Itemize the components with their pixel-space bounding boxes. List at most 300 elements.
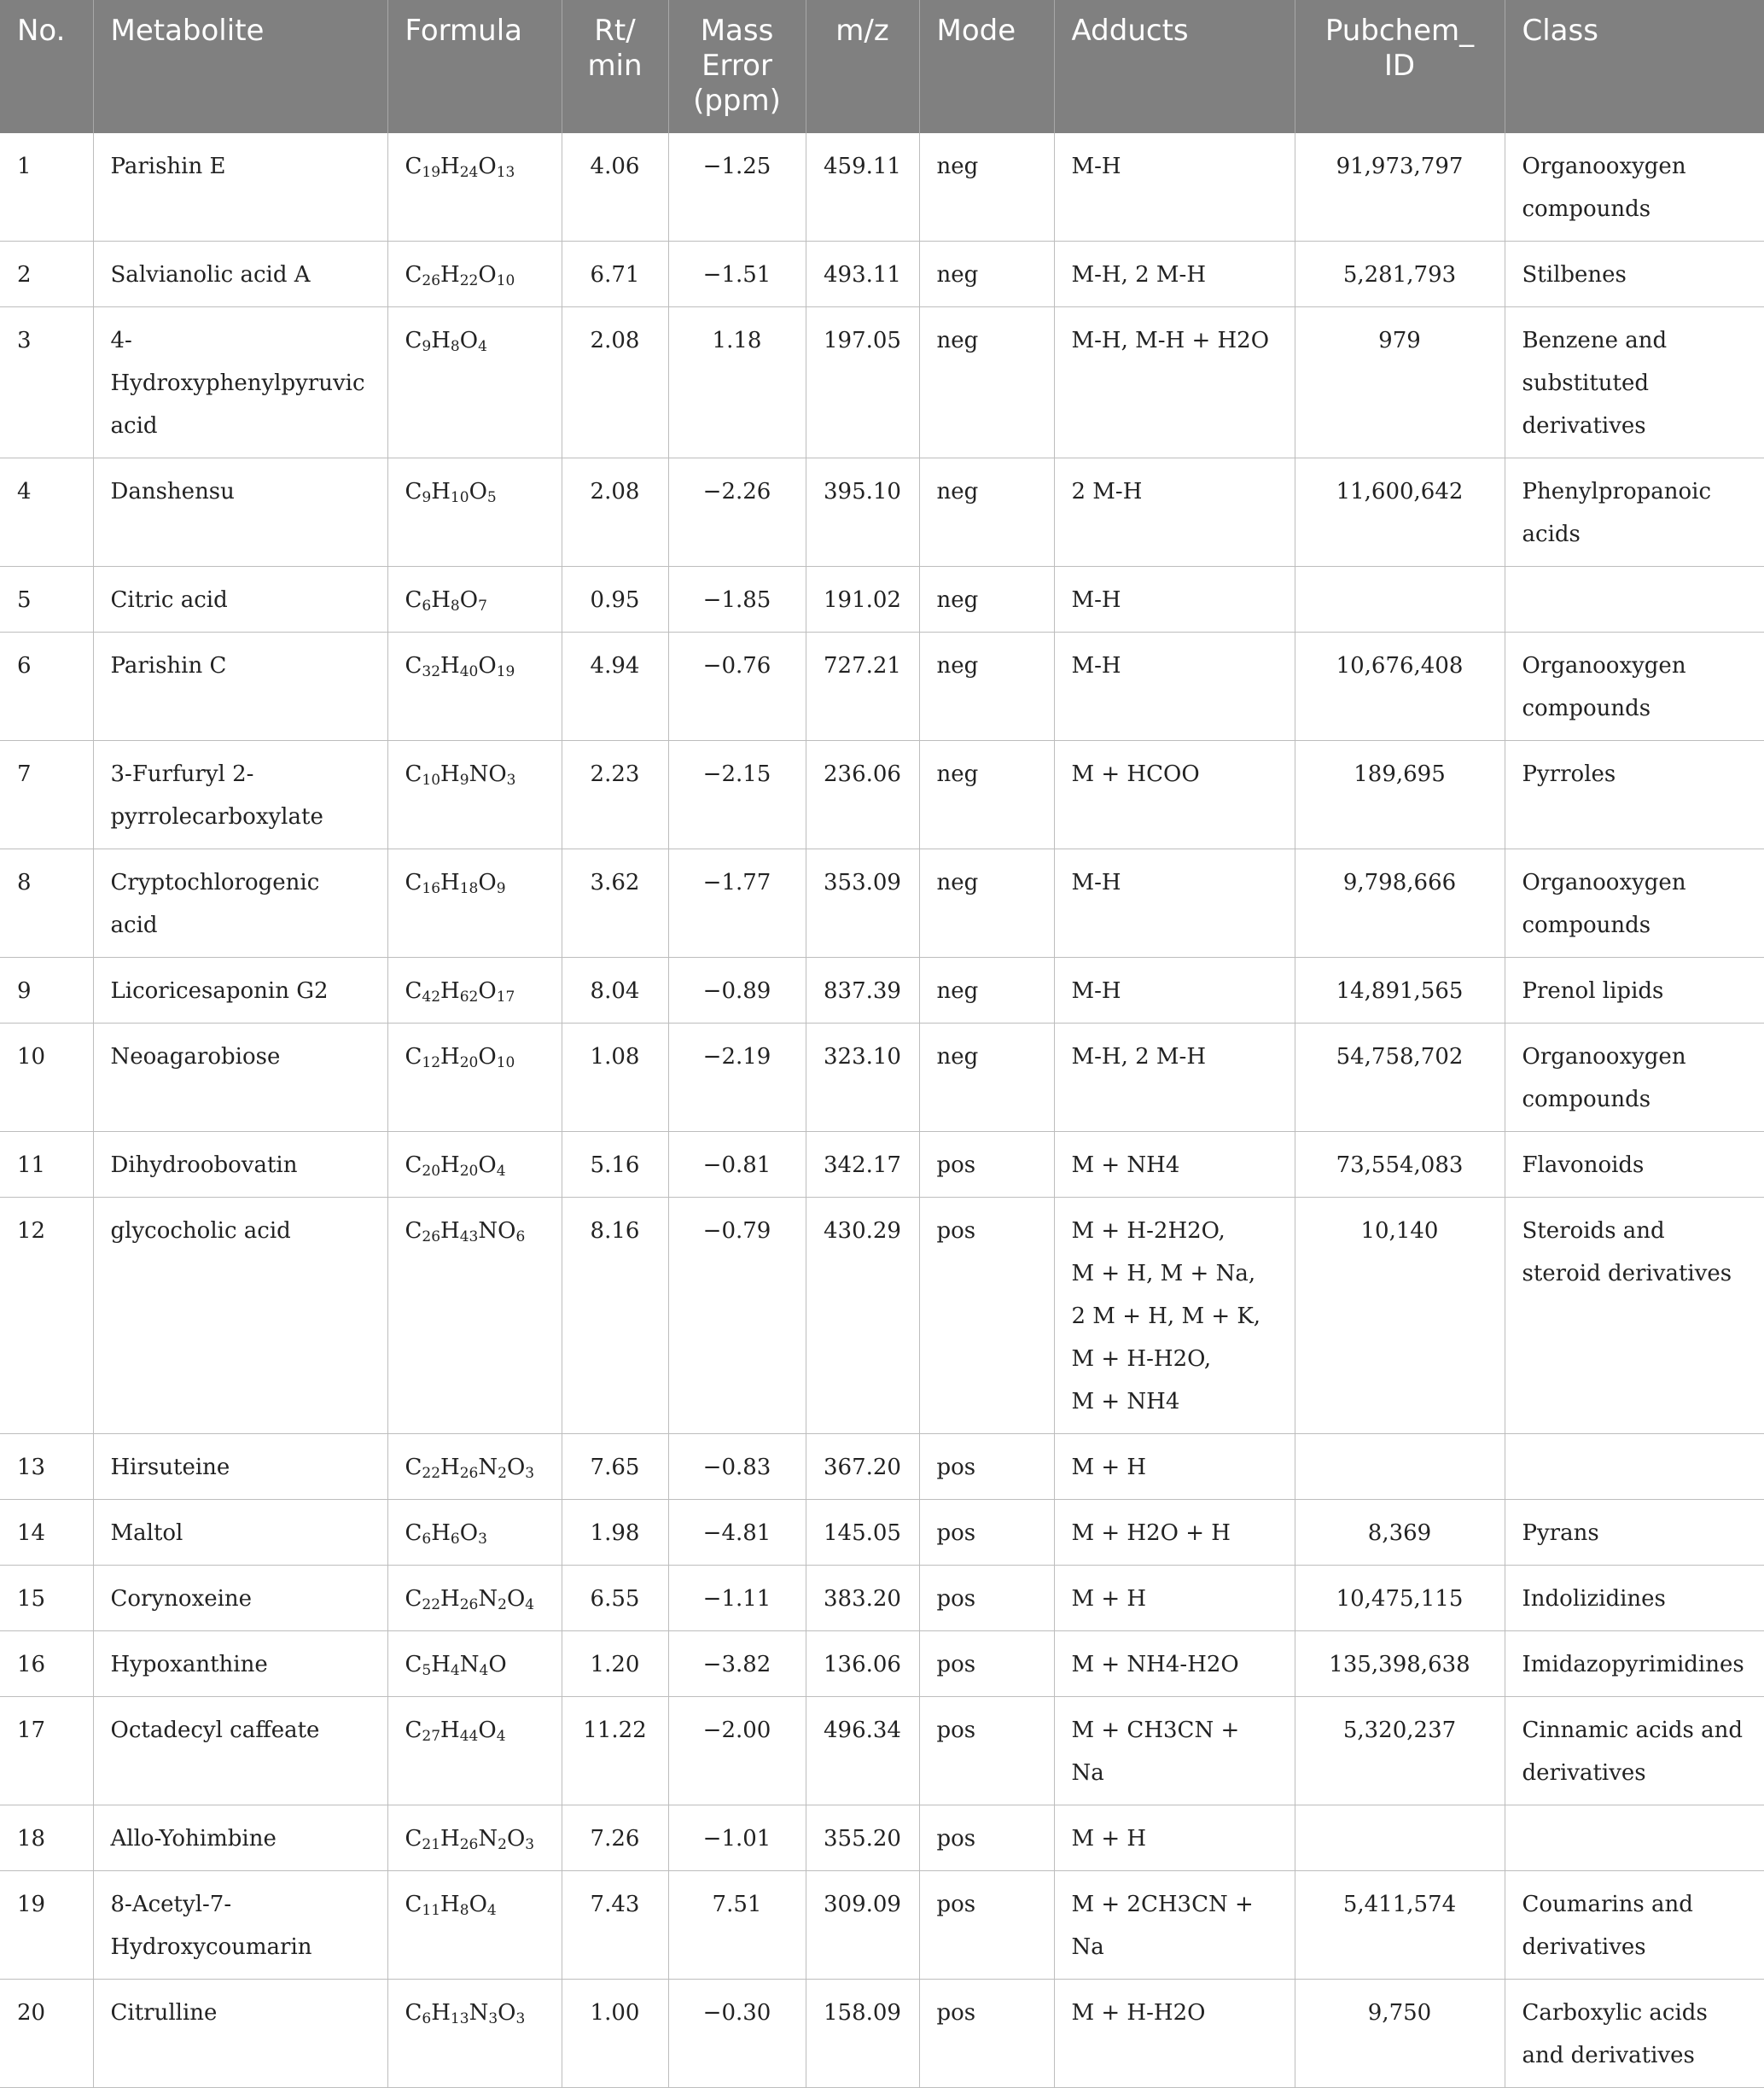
- adduct-line: M + NH4: [1071, 1389, 1180, 1414]
- header-mass-error: Mass Error (ppm): [668, 0, 806, 133]
- cell-pubchem-id: 9,798,666: [1295, 849, 1505, 958]
- formula-element: H: [440, 1455, 460, 1480]
- cell-mz: 342.17: [806, 1132, 919, 1198]
- formula-element: H: [440, 1218, 460, 1244]
- formula-element: O: [459, 328, 479, 353]
- formula-subscript: 9: [422, 489, 432, 506]
- formula-subscript: 10: [450, 489, 469, 506]
- cell-adducts: M-H, 2 M-H: [1054, 1024, 1295, 1132]
- table-row: [0, 849, 1764, 958]
- formula-element: O: [459, 1520, 479, 1546]
- formula-element: O: [478, 1152, 497, 1178]
- formula-element: C: [405, 587, 422, 613]
- cell-no: 12: [0, 1198, 93, 1434]
- cell-formula: [387, 1198, 562, 1434]
- formula-subscript: 62: [459, 989, 479, 1006]
- cell-metabolite: Corynoxeine: [93, 1566, 387, 1631]
- formula-subscript: 3: [478, 1531, 487, 1548]
- cell-class: Phenylpropanoic acids: [1505, 458, 1764, 567]
- cell-mode: neg: [919, 567, 1054, 633]
- table-row: [0, 1871, 1764, 1980]
- cell-no: 2: [0, 242, 93, 307]
- cell-metabolite: Hypoxanthine: [93, 1631, 387, 1697]
- table-row: [0, 307, 1764, 458]
- cell-formula: [387, 307, 562, 458]
- formula-element: O: [506, 1826, 526, 1852]
- header-pubchem-id: Pubchem_ ID: [1295, 0, 1505, 133]
- formula-subscript: 20: [459, 1054, 479, 1071]
- formula-subscript: 22: [459, 272, 479, 289]
- formula-element: H: [431, 1520, 451, 1546]
- formula-subscript: 6: [422, 1531, 432, 1548]
- formula-subscript: 20: [422, 1163, 441, 1180]
- formula-element: C: [405, 870, 422, 895]
- formula-element: NO: [469, 761, 507, 787]
- cell-pubchem-id: 8,369: [1295, 1500, 1505, 1566]
- formula-subscript: 13: [496, 164, 515, 181]
- cell-mode: pos: [919, 1434, 1054, 1500]
- cell-pubchem-id: 10,140: [1295, 1198, 1505, 1434]
- cell-metabolite: 8-Acetyl-7-Hydroxycoumarin: [93, 1871, 387, 1980]
- cell-mode: neg: [919, 242, 1054, 307]
- cell-rt: 1.00: [562, 1980, 668, 2088]
- cell-mass-error: −0.76: [668, 633, 806, 741]
- formula-element: C: [405, 1152, 422, 1178]
- formula-subscript: 3: [525, 1465, 535, 1482]
- formula-subscript: 43: [459, 1228, 479, 1245]
- cell-mz: 493.11: [806, 242, 919, 307]
- formula-element: H: [440, 653, 460, 679]
- cell-mass-error: −1.51: [668, 242, 806, 307]
- formula-subscript: 20: [459, 1163, 479, 1180]
- table-row: [0, 1697, 1764, 1805]
- adduct-line: 2 M + H, M + K,: [1071, 1304, 1261, 1329]
- cell-pubchem-id: [1295, 1805, 1505, 1871]
- cell-mode: pos: [919, 1631, 1054, 1697]
- table-row: [0, 633, 1764, 741]
- formula-element: C: [405, 1044, 422, 1070]
- cell-mass-error: −2.26: [668, 458, 806, 567]
- formula-subscript: 13: [450, 2010, 469, 2027]
- table-row: [0, 1132, 1764, 1198]
- cell-rt: 3.62: [562, 849, 668, 958]
- cell-rt: 11.22: [562, 1697, 668, 1805]
- cell-mass-error: −4.81: [668, 1500, 806, 1566]
- formula-subscript: 22: [422, 1596, 441, 1613]
- formula-element: C: [405, 1892, 422, 1917]
- header-rt: Rt/ min: [562, 0, 668, 133]
- cell-adducts: M + NH4: [1054, 1132, 1295, 1198]
- cell-metabolite: Parishin E: [93, 133, 387, 242]
- cell-rt: 6.55: [562, 1566, 668, 1631]
- cell-class: Indolizidines: [1505, 1566, 1764, 1631]
- formula-element: H: [431, 587, 451, 613]
- cell-mz: 395.10: [806, 458, 919, 567]
- cell-adducts: M-H: [1054, 633, 1295, 741]
- cell-rt: 5.16: [562, 1132, 668, 1198]
- table-row: [0, 958, 1764, 1024]
- table-row: [0, 741, 1764, 849]
- formula-subscript: 4: [478, 338, 487, 355]
- formula-subscript: 4: [479, 1662, 489, 1679]
- formula-subscript: 26: [459, 1836, 479, 1853]
- formula-element: H: [440, 1826, 460, 1852]
- formula-element: O: [506, 1455, 526, 1480]
- formula-element: O: [478, 262, 497, 288]
- formula-element: NO: [478, 1218, 516, 1244]
- cell-metabolite: Hirsuteine: [93, 1434, 387, 1500]
- cell-mode: pos: [919, 1805, 1054, 1871]
- cell-no: 18: [0, 1805, 93, 1871]
- formula-subscript: 16: [422, 880, 441, 897]
- cell-mass-error: 1.18: [668, 307, 806, 458]
- cell-mode: pos: [919, 1132, 1054, 1198]
- cell-class: Steroids and steroid derivatives: [1505, 1198, 1764, 1434]
- cell-adducts: M-H, M-H + H2O: [1054, 307, 1295, 458]
- cell-metabolite: Citrulline: [93, 1980, 387, 2088]
- cell-mass-error: −0.89: [668, 958, 806, 1024]
- cell-adducts: [1054, 1198, 1295, 1434]
- cell-class: [1505, 567, 1764, 633]
- cell-mode: neg: [919, 741, 1054, 849]
- formula-subscript: 5: [422, 1662, 432, 1679]
- cell-mz: 355.20: [806, 1805, 919, 1871]
- cell-adducts: M-H: [1054, 849, 1295, 958]
- cell-rt: 6.71: [562, 242, 668, 307]
- cell-adducts: M + H-H2O: [1054, 1980, 1295, 2088]
- cell-formula: [387, 741, 562, 849]
- cell-class: Cinnamic acids and derivatives: [1505, 1697, 1764, 1805]
- formula-subscript: 26: [422, 1228, 441, 1245]
- cell-mz: 367.20: [806, 1434, 919, 1500]
- cell-mass-error: −1.25: [668, 133, 806, 242]
- cell-no: 3: [0, 307, 93, 458]
- cell-pubchem-id: 135,398,638: [1295, 1631, 1505, 1697]
- cell-mz: 236.06: [806, 741, 919, 849]
- cell-metabolite: 4-Hydroxyphenylpyruvic acid: [93, 307, 387, 458]
- cell-rt: 8.16: [562, 1198, 668, 1434]
- cell-class: Carboxylic acids and derivatives: [1505, 1980, 1764, 2088]
- formula-subscript: 3: [488, 2010, 498, 2027]
- cell-rt: 0.95: [562, 567, 668, 633]
- formula-element: H: [431, 2000, 451, 2026]
- cell-class: Prenol lipids: [1505, 958, 1764, 1024]
- cell-mz: 145.05: [806, 1500, 919, 1566]
- cell-no: 9: [0, 958, 93, 1024]
- cell-adducts: M + H: [1054, 1434, 1295, 1500]
- formula-element: H: [431, 1652, 451, 1677]
- cell-rt: 1.98: [562, 1500, 668, 1566]
- cell-rt: 1.08: [562, 1024, 668, 1132]
- formula-subscript: 21: [422, 1836, 441, 1853]
- cell-pubchem-id: 189,695: [1295, 741, 1505, 849]
- formula-subscript: 8: [450, 338, 460, 355]
- formula-element: N: [459, 1652, 480, 1677]
- cell-metabolite: Citric acid: [93, 567, 387, 633]
- formula-subscript: 24: [459, 164, 479, 181]
- cell-mz: 383.20: [806, 1566, 919, 1631]
- formula-element: C: [405, 1586, 422, 1612]
- formula-subscript: 22: [422, 1465, 441, 1482]
- table-row: [0, 1631, 1764, 1697]
- cell-no: 1: [0, 133, 93, 242]
- header-formula: Formula: [387, 0, 562, 133]
- cell-class: Coumarins and derivatives: [1505, 1871, 1764, 1980]
- formula-subscript: 3: [525, 1836, 535, 1853]
- cell-adducts: M + H: [1054, 1566, 1295, 1631]
- formula-subscript: 6: [422, 2010, 432, 2027]
- cell-mode: neg: [919, 633, 1054, 741]
- formula-element: C: [405, 1455, 422, 1480]
- table-row: [0, 133, 1764, 242]
- cell-metabolite: Maltol: [93, 1500, 387, 1566]
- formula-subscript: 40: [459, 663, 479, 680]
- cell-mode: neg: [919, 958, 1054, 1024]
- cell-formula: [387, 958, 562, 1024]
- cell-class: Organooxygen compounds: [1505, 133, 1764, 242]
- formula-element: N: [478, 1455, 498, 1480]
- cell-pubchem-id: 9,750: [1295, 1980, 1505, 2088]
- header-class: Class: [1505, 0, 1764, 133]
- cell-adducts: M-H: [1054, 567, 1295, 633]
- cell-formula: [387, 849, 562, 958]
- cell-mz: 727.21: [806, 633, 919, 741]
- cell-metabolite: Cryptochlorogenic acid: [93, 849, 387, 958]
- cell-metabolite: glycocholic acid: [93, 1198, 387, 1434]
- cell-rt: 7.65: [562, 1434, 668, 1500]
- cell-mode: pos: [919, 1980, 1054, 2088]
- cell-pubchem-id: 5,320,237: [1295, 1697, 1505, 1805]
- formula-subscript: 9: [459, 772, 469, 789]
- cell-no: 5: [0, 567, 93, 633]
- formula-element: O: [478, 978, 497, 1004]
- formula-element: C: [405, 761, 422, 787]
- formula-subscript: 26: [459, 1465, 479, 1482]
- cell-mz: 459.11: [806, 133, 919, 242]
- cell-no: 16: [0, 1631, 93, 1697]
- cell-no: 8: [0, 849, 93, 958]
- cell-mz: 158.09: [806, 1980, 919, 2088]
- cell-mz: 197.05: [806, 307, 919, 458]
- formula-subscript: 19: [422, 164, 441, 181]
- cell-mass-error: −3.82: [668, 1631, 806, 1697]
- formula-element: N: [478, 1826, 498, 1852]
- cell-mode: neg: [919, 849, 1054, 958]
- cell-metabolite: Octadecyl caffeate: [93, 1697, 387, 1805]
- formula-subscript: 9: [496, 880, 506, 897]
- adduct-line: M + H, M + Na,: [1071, 1261, 1256, 1286]
- header-metabolite: Metabolite: [93, 0, 387, 133]
- cell-mass-error: −1.77: [668, 849, 806, 958]
- table-row: [0, 242, 1764, 307]
- cell-mz: 496.34: [806, 1697, 919, 1805]
- cell-no: 6: [0, 633, 93, 741]
- formula-element: H: [440, 1152, 460, 1178]
- cell-formula: [387, 1024, 562, 1132]
- cell-no: 7: [0, 741, 93, 849]
- cell-no: 4: [0, 458, 93, 567]
- header-no: No.: [0, 0, 93, 133]
- adduct-line: M + H-H2O,: [1071, 1346, 1212, 1372]
- formula-subscript: 6: [422, 598, 432, 615]
- cell-metabolite: Neoagarobiose: [93, 1024, 387, 1132]
- cell-adducts: M-H: [1054, 958, 1295, 1024]
- cell-mass-error: −2.15: [668, 741, 806, 849]
- formula-element: H: [440, 262, 460, 288]
- cell-rt: 2.08: [562, 307, 668, 458]
- header-row: [0, 0, 1764, 133]
- cell-pubchem-id: 91,973,797: [1295, 133, 1505, 242]
- formula-subscript: 17: [496, 989, 515, 1006]
- formula-subscript: 2: [498, 1465, 507, 1482]
- cell-rt: 1.20: [562, 1631, 668, 1697]
- formula-element: O: [478, 653, 497, 679]
- cell-mass-error: −0.83: [668, 1434, 806, 1500]
- cell-pubchem-id: 5,411,574: [1295, 1871, 1505, 1980]
- cell-mz: 136.06: [806, 1631, 919, 1697]
- cell-class: Stilbenes: [1505, 242, 1764, 307]
- cell-mz: 430.29: [806, 1198, 919, 1434]
- formula-subscript: 18: [459, 880, 479, 897]
- formula-element: C: [405, 154, 422, 179]
- cell-mass-error: −0.30: [668, 1980, 806, 2088]
- formula-element: N: [469, 2000, 489, 2026]
- cell-class: Pyrroles: [1505, 741, 1764, 849]
- table-row: [0, 1024, 1764, 1132]
- formula-subscript: 11: [422, 1902, 441, 1919]
- cell-mz: 323.10: [806, 1024, 919, 1132]
- cell-formula: [387, 1631, 562, 1697]
- formula-subscript: 2: [498, 1836, 507, 1853]
- cell-mass-error: −2.00: [668, 1697, 806, 1805]
- formula-element: H: [440, 1718, 460, 1743]
- header-mz: m/z: [806, 0, 919, 133]
- cell-class: Pyrans: [1505, 1500, 1764, 1566]
- cell-no: 17: [0, 1697, 93, 1805]
- formula-element: C: [405, 1826, 422, 1852]
- cell-formula: [387, 1566, 562, 1631]
- header-mode: Mode: [919, 0, 1054, 133]
- table-row: [0, 567, 1764, 633]
- formula-element: C: [405, 328, 422, 353]
- formula-subscript: 26: [459, 1596, 479, 1613]
- cell-formula: [387, 633, 562, 741]
- formula-subscript: 32: [422, 663, 441, 680]
- formula-element: H: [431, 479, 451, 505]
- cell-class: [1505, 1805, 1764, 1871]
- cell-no: 13: [0, 1434, 93, 1500]
- formula-element: C: [405, 1652, 422, 1677]
- cell-adducts: M + HCOO: [1054, 741, 1295, 849]
- cell-adducts: M + NH4-H2O: [1054, 1631, 1295, 1697]
- formula-subscript: 26: [422, 272, 441, 289]
- cell-no: 19: [0, 1871, 93, 1980]
- formula-element: C: [405, 479, 422, 505]
- formula-element: O: [478, 1718, 497, 1743]
- cell-formula: [387, 1980, 562, 2088]
- cell-class: Organooxygen compounds: [1505, 849, 1764, 958]
- cell-formula: [387, 1697, 562, 1805]
- cell-metabolite: Allo-Yohimbine: [93, 1805, 387, 1871]
- cell-mz: 353.09: [806, 849, 919, 958]
- table-row: [0, 1566, 1764, 1631]
- cell-mass-error: −0.79: [668, 1198, 806, 1434]
- cell-mode: neg: [919, 307, 1054, 458]
- formula-element: H: [440, 870, 460, 895]
- cell-metabolite: Salvianolic acid A: [93, 242, 387, 307]
- cell-mass-error: −0.81: [668, 1132, 806, 1198]
- formula-subscript: 42: [422, 989, 441, 1006]
- formula-subscript: 2: [498, 1596, 507, 1613]
- formula-subscript: 4: [450, 1662, 460, 1679]
- cell-no: 20: [0, 1980, 93, 2088]
- formula-element: C: [405, 978, 422, 1004]
- cell-adducts: M + 2CH3CN + Na: [1054, 1871, 1295, 1980]
- cell-formula: [387, 1434, 562, 1500]
- cell-formula: [387, 242, 562, 307]
- cell-formula: [387, 1871, 562, 1980]
- cell-pubchem-id: 73,554,083: [1295, 1132, 1505, 1198]
- cell-rt: 7.43: [562, 1871, 668, 1980]
- cell-mode: neg: [919, 458, 1054, 567]
- cell-metabolite: Licoricesaponin G2: [93, 958, 387, 1024]
- formula-element: O: [469, 479, 487, 505]
- cell-rt: 2.08: [562, 458, 668, 567]
- cell-adducts: M-H, 2 M-H: [1054, 242, 1295, 307]
- cell-metabolite: Parishin C: [93, 633, 387, 741]
- cell-formula: [387, 1500, 562, 1566]
- cell-mz: 309.09: [806, 1871, 919, 1980]
- formula-subscript: 6: [515, 1228, 526, 1245]
- cell-formula: [387, 1132, 562, 1198]
- cell-metabolite: Danshensu: [93, 458, 387, 567]
- formula-subscript: 7: [478, 598, 487, 615]
- table-row: [0, 1198, 1764, 1434]
- table-row: [0, 1500, 1764, 1566]
- cell-pubchem-id: 54,758,702: [1295, 1024, 1505, 1132]
- cell-adducts: M + H2O + H: [1054, 1500, 1295, 1566]
- cell-mz: 191.02: [806, 567, 919, 633]
- cell-rt: 4.94: [562, 633, 668, 741]
- formula-subscript: 10: [496, 272, 515, 289]
- formula-element: O: [498, 2000, 516, 2026]
- header-adducts: Adducts: [1054, 0, 1295, 133]
- formula-subscript: 4: [525, 1596, 535, 1613]
- formula-element: C: [405, 1218, 422, 1244]
- formula-subscript: 3: [506, 772, 516, 789]
- cell-mass-error: −1.01: [668, 1805, 806, 1871]
- cell-rt: 8.04: [562, 958, 668, 1024]
- formula-subscript: 8: [459, 1902, 469, 1919]
- cell-adducts: M-H: [1054, 133, 1295, 242]
- cell-no: 14: [0, 1500, 93, 1566]
- cell-mz: 837.39: [806, 958, 919, 1024]
- cell-class: Benzene and substituted derivatives: [1505, 307, 1764, 458]
- cell-adducts: M + H: [1054, 1805, 1295, 1871]
- formula-subscript: 4: [496, 1728, 506, 1745]
- formula-element: C: [405, 653, 422, 679]
- formula-subscript: 4: [486, 1902, 497, 1919]
- cell-pubchem-id: 5,281,793: [1295, 242, 1505, 307]
- cell-metabolite: Dihydroobovatin: [93, 1132, 387, 1198]
- cell-no: 11: [0, 1132, 93, 1198]
- cell-pubchem-id: [1295, 1434, 1505, 1500]
- formula-subscript: 27: [422, 1728, 441, 1745]
- cell-mode: neg: [919, 1024, 1054, 1132]
- formula-element: O: [506, 1586, 526, 1612]
- formula-subscript: 10: [496, 1054, 515, 1071]
- cell-mass-error: −2.19: [668, 1024, 806, 1132]
